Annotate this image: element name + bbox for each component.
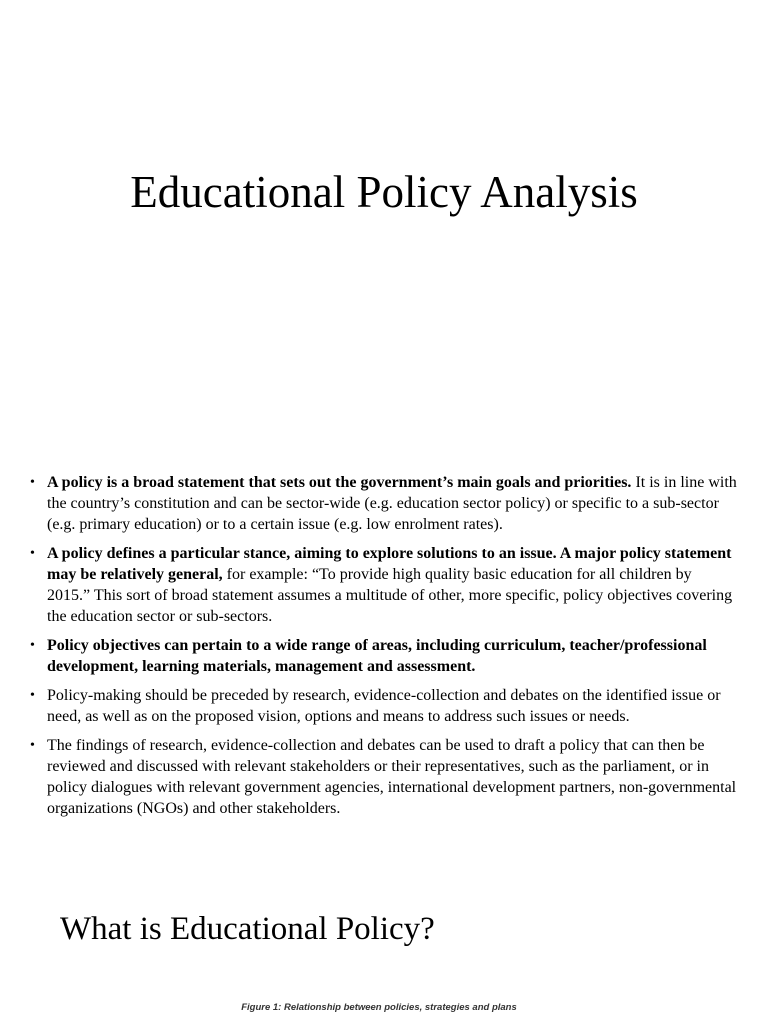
list-item-text: It is in line with the country’s constitution and can be sector-wide (e.g. education sector policy) or specific to a sub-sector (e.g. primary education) or to a certain issue (e.g. low enrolment rates). — [47, 474, 737, 533]
bullet-icon: • — [30, 688, 35, 703]
list-item — [30, 635, 738, 677]
page-title: Educational Policy Analysis — [130, 167, 638, 217]
section-heading: What is Educational Policy? — [60, 911, 435, 947]
bullet-icon: • — [30, 475, 35, 490]
bullet-list — [30, 472, 738, 827]
list-item — [30, 685, 738, 727]
list-item — [30, 735, 738, 819]
list-item-text: The findings of research, evidence-collection and debates can be used to draft a policy that can then be reviewed and discussed with relevant stakeholders or their representatives, such as the parliament, or in policy dialogues with relevant government agencies, international development partners, non-governmental organizations (NGOs) and other stakeholders. — [47, 737, 737, 817]
list-item-bold-text: Policy objectives can pertain to a wide range of areas, including curriculum, teacher/professional development, learning materials, management and assessment. — [47, 637, 707, 675]
bullet-icon: • — [30, 546, 35, 561]
bullet-icon: • — [30, 738, 35, 753]
bullet-icon: • — [30, 638, 35, 653]
list-item-text: Policy-making should be preceded by research, evidence-collection and debates on the identified issue or need, as well as on the proposed vision, options and means to address such issues or needs. — [47, 687, 721, 725]
list-item-bold-text: A policy is a broad statement that sets out the government’s main goals and priorities. — [47, 474, 632, 491]
list-item-bold-text: A policy defines a particular stance, aiming to explore solutions to an issue. A major policy statement may be relatively general, — [47, 545, 732, 583]
list-item — [30, 543, 738, 627]
figure-caption: Figure 1: Relationship between policies, strategies and plans — [241, 1002, 517, 1013]
list-item-text: for example: “To provide high quality basic education for all children by 2015.” This sort of broad statement assumes a multitude of other, more specific, policy objectives covering the education sector or sub-sectors. — [47, 566, 733, 625]
list-item — [30, 472, 738, 535]
